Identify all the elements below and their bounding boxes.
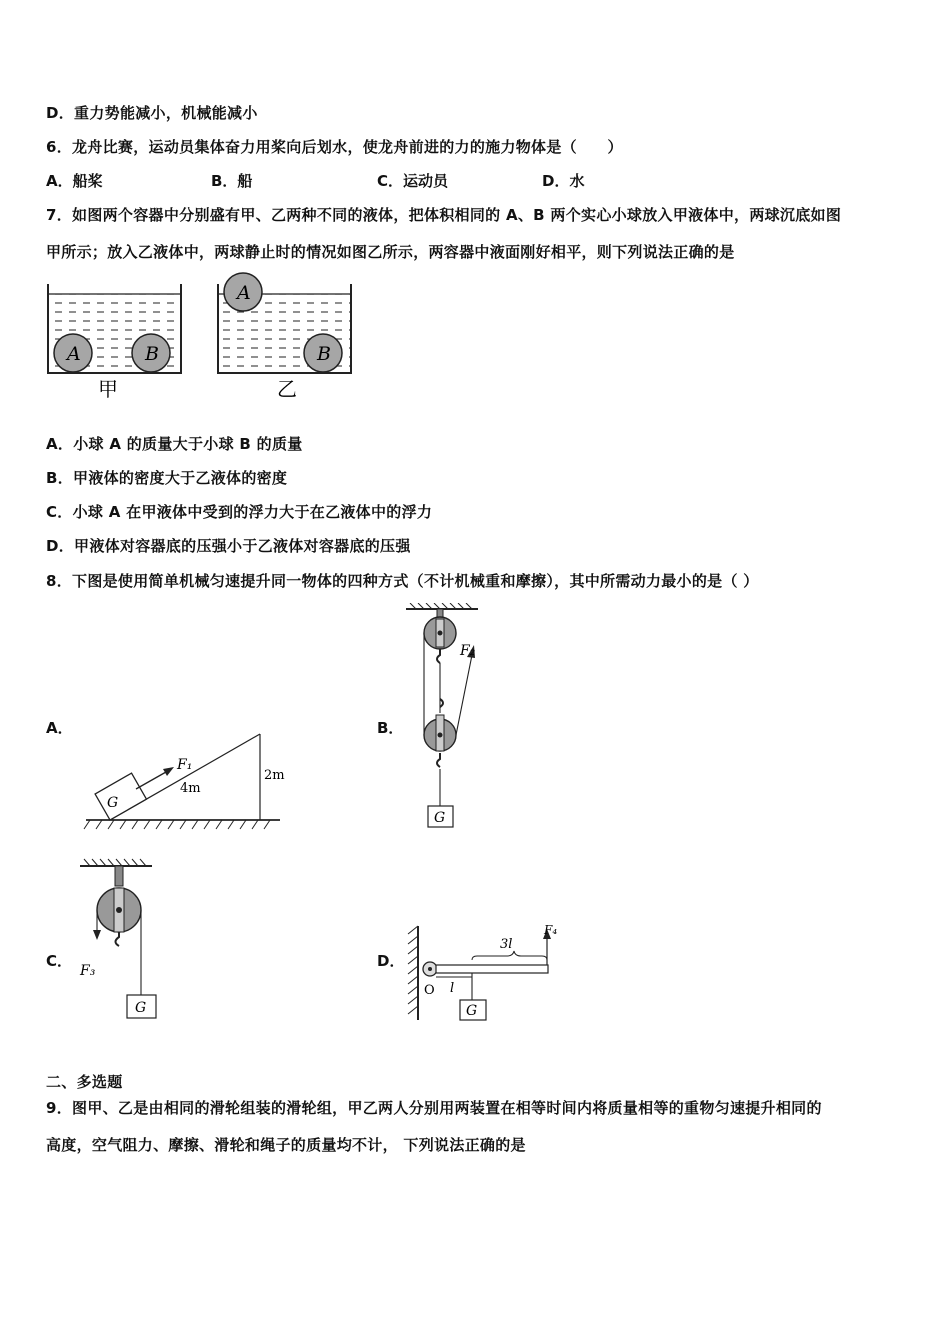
container-jia (48, 284, 181, 373)
q8-stem: 8．下图是使用简单机械匀速提升同一物体的四种方式（不计机械重和摩擦），其中所需动力最小的是（ ） (46, 572, 759, 590)
q6-stem: 6．龙舟比赛，运动员集体奋力用桨向后划水，使龙舟前进的力的施力物体是（ ） (46, 138, 623, 156)
q6-option-c: C．运动员 (377, 172, 449, 190)
ball-b-label: B (145, 343, 159, 365)
q8-figure-a-incline (80, 728, 290, 833)
fig-a-weight: G (107, 795, 119, 811)
fig-d-pivot: O (424, 983, 435, 998)
section-2-title: 二、多选题 (46, 1073, 123, 1091)
q7-option-d: D．甲液体对容器底的压强小于乙液体对容器底的压强 (46, 537, 411, 555)
ball-b-label-yi: B (317, 343, 331, 365)
q6-option-a: A．船桨 (46, 172, 103, 190)
ball-a-label: A (67, 343, 81, 365)
q8-figure-c-fixed-pulley (72, 858, 172, 1028)
fig-a-force: F₁ (177, 757, 193, 773)
q9-stem-line1: 9．图甲、乙是由相同的滑轮组装的滑轮组，甲乙两人分别用两装置在相等时间内将质量相等的重物匀速提升相同的 (46, 1099, 822, 1117)
fig-a-slope: 4m (180, 781, 201, 796)
q8-option-a-label: A． (46, 719, 73, 737)
q8-option-c-label: C． (46, 952, 73, 970)
q8-figure-d-lever (400, 920, 575, 1025)
fig-d-short-arm: l (450, 981, 455, 996)
fig-d-weight: G (466, 1003, 478, 1019)
q5-option-d: D．重力势能减小，机械能减小 (46, 104, 258, 122)
ball-a-label-yi: A (237, 282, 251, 304)
q8-option-b-label: B． (377, 719, 404, 737)
container-yi (218, 273, 351, 373)
q7-option-b: B．甲液体的密度大于乙液体的密度 (46, 469, 288, 487)
q7-option-a: A．小球 A 的质量大于小球 B 的质量 (46, 435, 303, 453)
q7-stem-line1: 7．如图两个容器中分别盛有甲、乙两种不同的液体，把体积相同的 A、B 两个实心小球放入甲液体中，两球沉底如图 (46, 206, 842, 224)
caption-yi: 乙 (277, 377, 297, 401)
fig-d-force: F₄ (544, 923, 558, 937)
fig-d-long-arm: 3l (500, 937, 513, 952)
q7-option-c: C．小球 A 在甲液体中受到的浮力大于在乙液体中的浮力 (46, 503, 433, 521)
fig-c-weight: G (135, 1000, 147, 1016)
q7-figure (40, 272, 370, 407)
fig-b-force: F₂ (460, 643, 476, 659)
q8-figure-b-pulley-block (400, 603, 490, 833)
q6-option-d: D．水 (542, 172, 585, 190)
q9-stem-line2: 高度，空气阻力、摩擦、滑轮和绳子的质量均不计， 下列说法正确的是 (46, 1136, 526, 1154)
fig-c-force: F₃ (80, 963, 96, 979)
q6-option-b: B．船 (211, 172, 253, 190)
fig-b-weight: G (434, 810, 446, 826)
q8-option-d-label: D． (377, 952, 405, 970)
q7-stem-line2: 甲所示；放入乙液体中，两球静止时的情况如图乙所示，两容器中液面刚好相平，则下列说法正确的是 (46, 243, 735, 261)
fig-a-height: 2m (264, 768, 285, 783)
caption-jia: 甲 (98, 377, 118, 401)
